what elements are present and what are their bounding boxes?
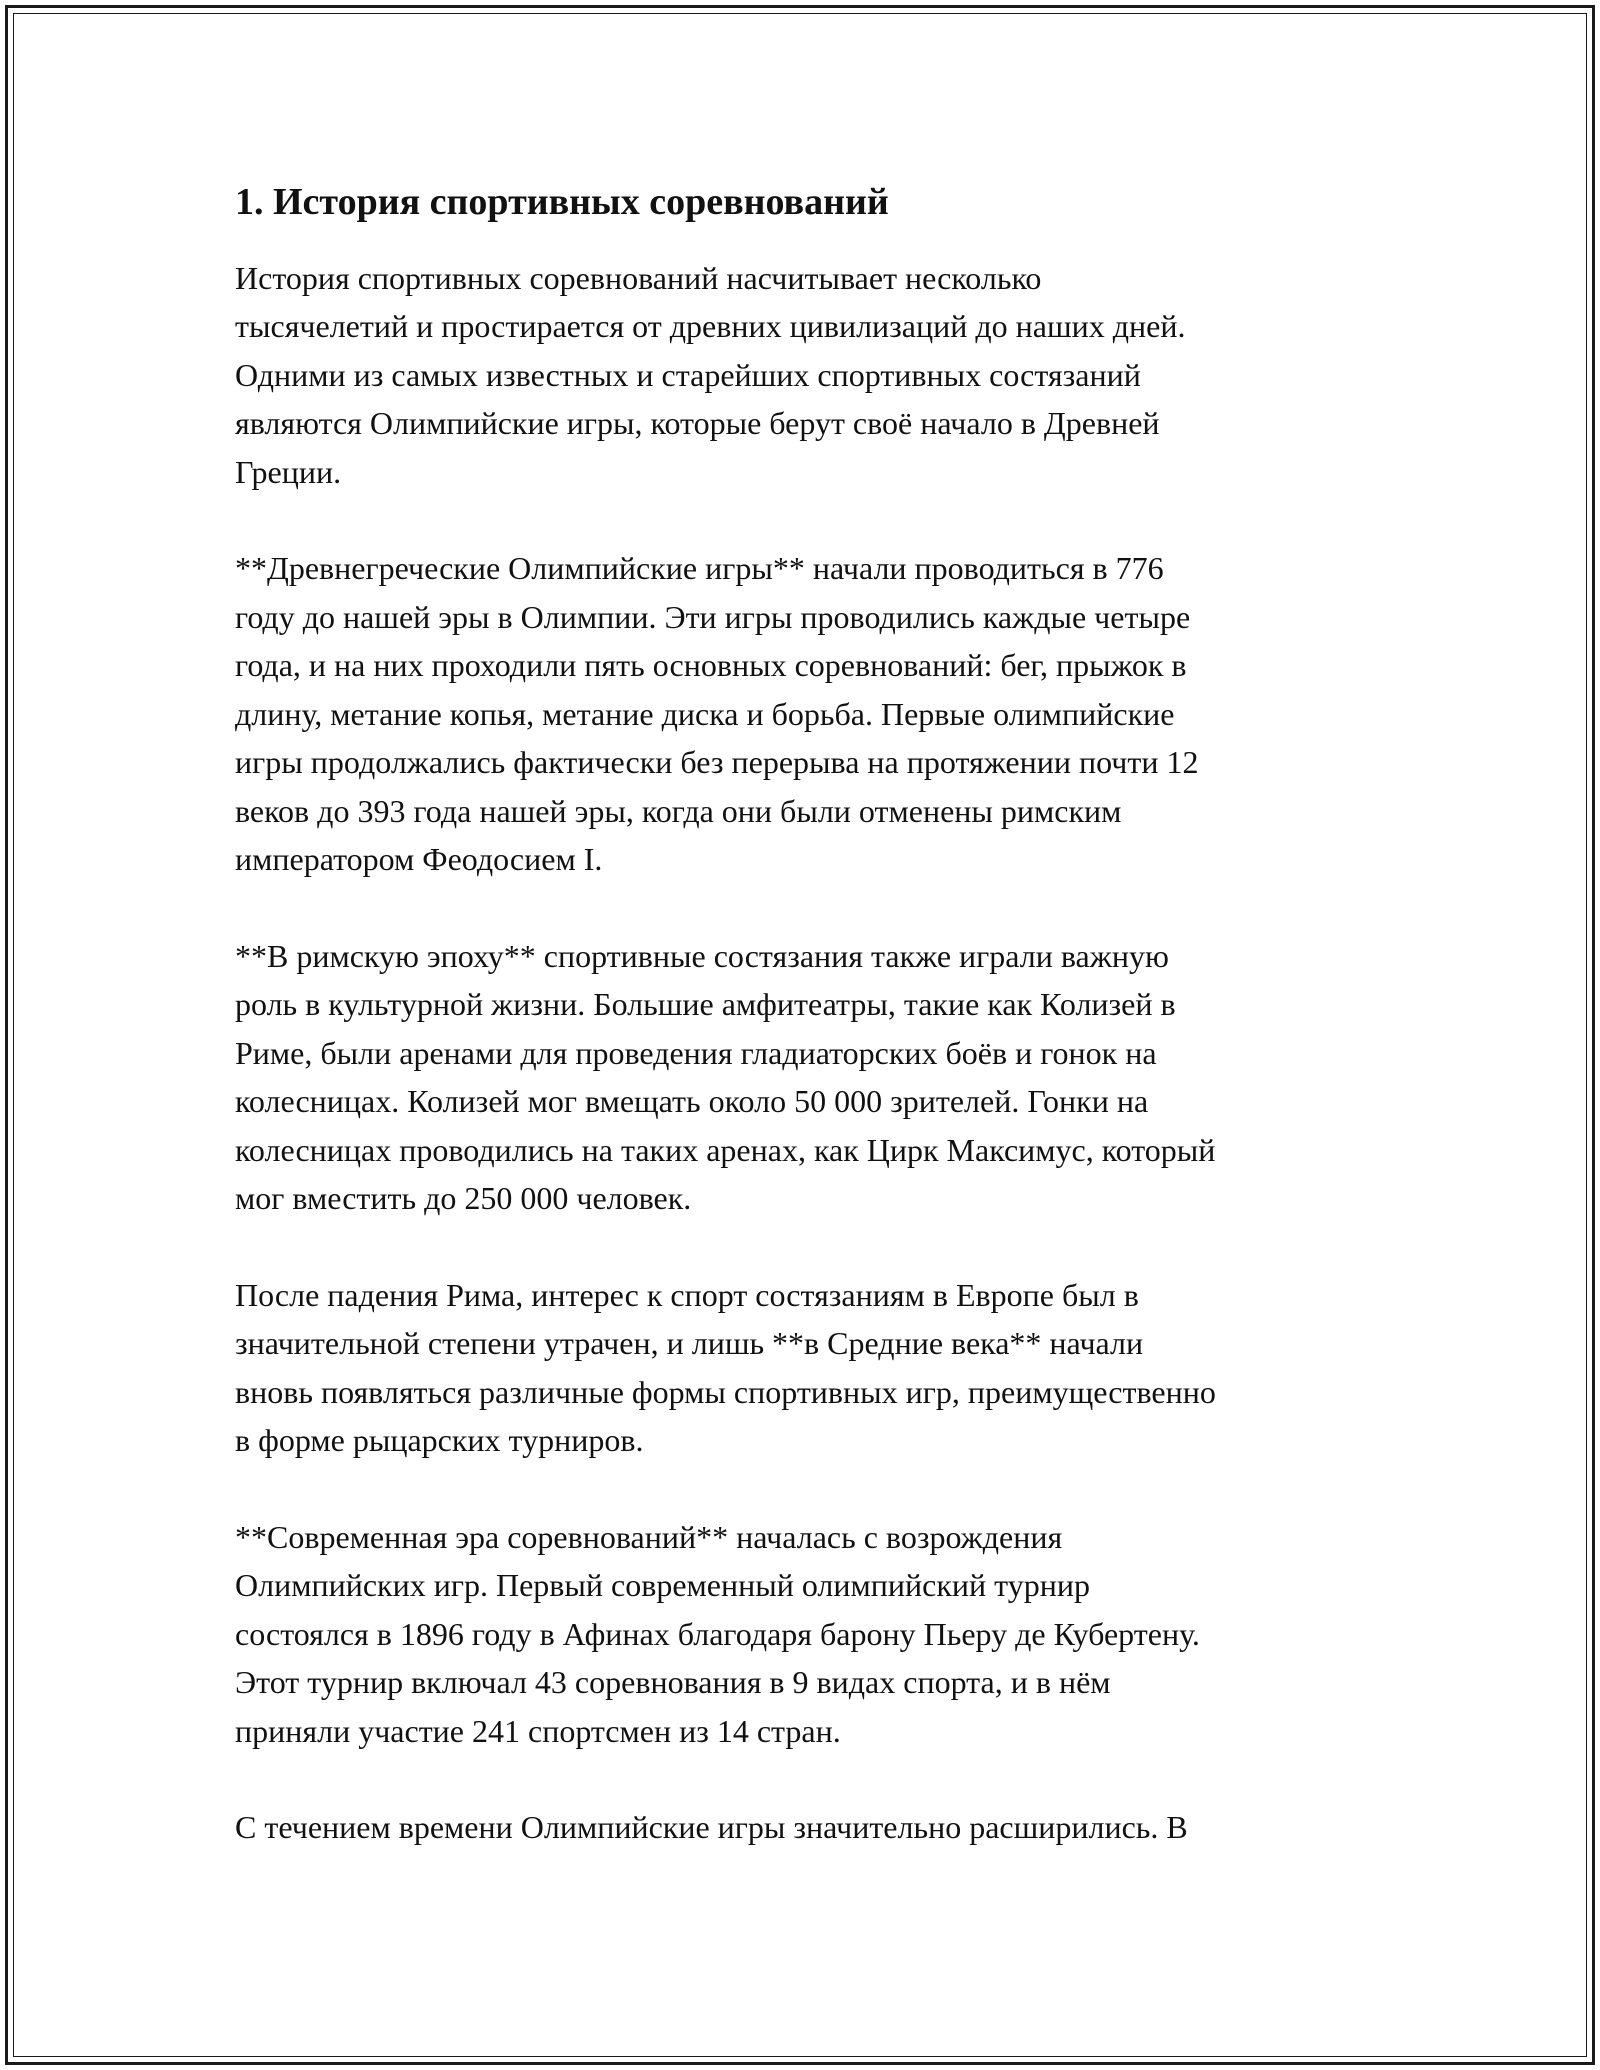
section-heading: 1. История спортивных соревнований xyxy=(235,181,889,223)
document-body xyxy=(235,180,1375,1900)
paragraph-middle-ages: После падения Рима, интерес к спорт состязаниям в Европе был в значительной степени утрачен, и лишь **в Средние века** начали вновь появляться различные формы спортивных игр, преимущественно в форме рыцарских турниров. xyxy=(235,1276,1216,1459)
paragraph-expansion: С течением времени Олимпийские игры значительно расширились. В xyxy=(235,1809,1188,1846)
paragraph-modern-era: **Современная эра соревнований** началась с возрождения Олимпийских игр. Первый современный олимпийский турнир состоялся в 1896 году в Афинах благодаря барону Пьеру де Кубертену. Этот турнир включал 43 соревнования в 9 видах спорта, и в нём приняли участие 241 спортсмен из 14 стран. xyxy=(235,1518,1200,1749)
paragraph-ancient-greece: **Древнегреческие Олимпийские игры** начали проводиться в 776 году до нашей эры в Олимпии. Эти игры проводились каждые четыре года, и на них проходили пять основных соревнований: бег, прыжок в длину, метание копья, метание диска и борьба. Первые олимпийские игры продолжались фактически без перерыва на протяжении почти 12 веков до 393 года нашей эры, когда они были отменены римским императором Феодосием I. xyxy=(235,550,1199,878)
paragraph-roman-era: **В римскую эпоху** спортивные состязания также играли важную роль в культурной жизни. Большие амфитеатры, такие как Колизей в Риме, были аренами для проведения гладиаторских боёв и гонок на колесницах. Колизей мог вмещать около 50 000 зрителей. Гонки на колесницах проводились на таких аренах, как Цирк Максимус, который мог вместить до 250 000 человек. xyxy=(235,937,1216,1217)
paragraph-intro: История спортивных соревнований насчитывает несколько тысячелетий и простирается от древних цивилизаций до наших дней. Одними из самых известных и старейших спортивных состязаний являются Олимпийские игры, которые берут своё начало в Древней Греции. xyxy=(235,259,1186,490)
